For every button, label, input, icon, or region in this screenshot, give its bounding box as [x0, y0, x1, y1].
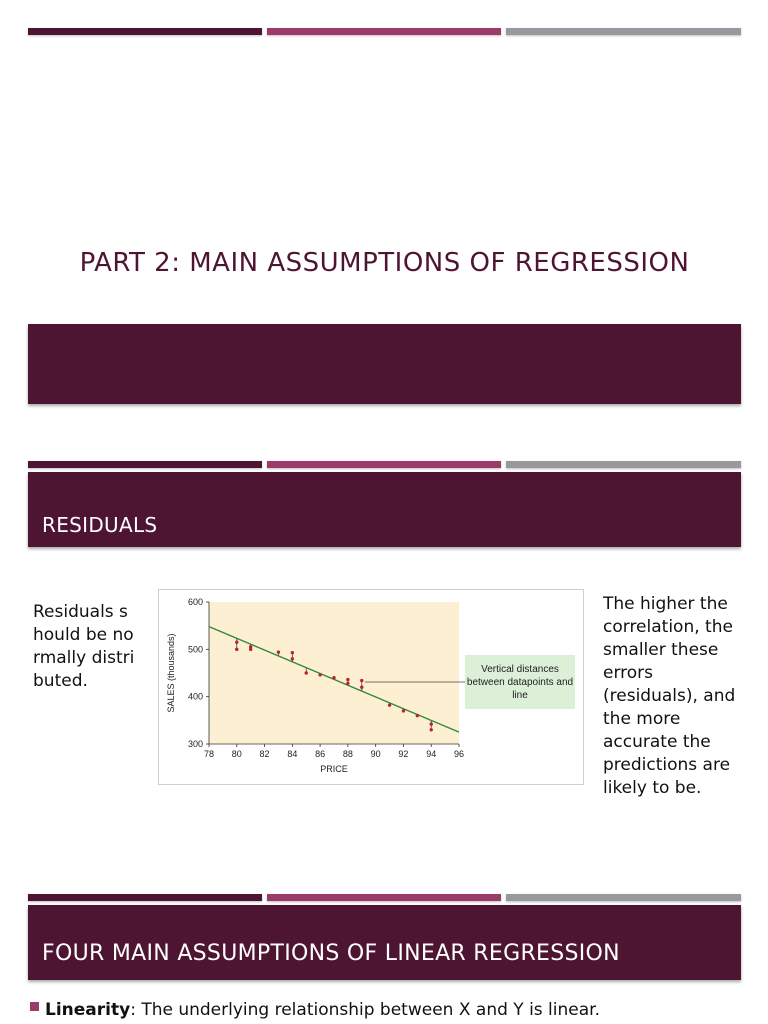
x-tick-label: 96 — [453, 749, 465, 759]
data-point — [416, 714, 419, 717]
data-point — [430, 722, 433, 725]
data-point — [291, 651, 294, 654]
x-tick-label: 82 — [259, 749, 270, 759]
data-point — [388, 703, 391, 706]
data-point — [277, 650, 280, 653]
data-point — [235, 641, 238, 644]
assumptions-title: FOUR MAIN ASSUMPTIONS OF LINEAR REGRESSION — [42, 941, 620, 966]
data-point — [332, 676, 335, 679]
data-point — [360, 679, 363, 682]
data-point — [346, 678, 349, 681]
accent-segment-gray — [506, 28, 741, 35]
residuals-header — [28, 472, 741, 547]
data-point — [318, 673, 321, 676]
x-tick-label: 84 — [287, 749, 298, 759]
residuals-chart — [158, 589, 584, 785]
y-tick-label: 400 — [187, 691, 203, 702]
accent-segment-pink — [267, 894, 501, 901]
accent-bar-top — [28, 28, 741, 36]
accent-segment-dark — [28, 894, 262, 901]
data-point — [291, 657, 294, 660]
accent-segment-dark — [28, 28, 262, 35]
accent-segment-dark — [28, 461, 262, 468]
bullet-linearity — [30, 1000, 760, 1020]
residuals-left-text: Residuals should be normally distributed. — [33, 602, 135, 691]
assumptions-header — [28, 905, 741, 980]
data-point — [305, 671, 308, 674]
title-band — [28, 324, 741, 404]
bullet-term: Linearity — [45, 1000, 131, 1020]
residuals-right-text: The higher the correlation, the smaller these errors (residuals), and the more accurate the predictions are likely to be. — [603, 594, 736, 798]
accent-segment-pink — [267, 461, 501, 468]
residuals-title: RESIDUALS — [42, 513, 158, 537]
y-tick-label: 600 — [187, 597, 203, 607]
accent-segment-pink — [267, 28, 501, 35]
x-tick-label: 78 — [203, 749, 215, 759]
accent-bar-assumptions — [28, 894, 741, 902]
x-tick-label: 80 — [231, 749, 242, 759]
x-axis-label: PRICE — [320, 764, 348, 774]
data-point — [402, 709, 405, 712]
accent-segment-gray — [506, 461, 741, 468]
x-tick-label: 88 — [342, 749, 353, 759]
data-point — [235, 648, 238, 651]
data-point — [346, 682, 349, 685]
x-tick-label: 94 — [426, 749, 437, 759]
plot-background — [209, 602, 459, 744]
data-point — [430, 728, 433, 731]
y-tick-label: 300 — [187, 739, 203, 749]
bullet-text: : The underlying relationship between X and Y is linear. — [130, 1000, 600, 1020]
x-tick-label: 86 — [315, 749, 326, 759]
accent-bar-residuals — [28, 461, 741, 469]
x-tick-label: 92 — [398, 749, 409, 759]
bullet-square-icon — [30, 1002, 39, 1011]
data-point — [360, 686, 363, 689]
accent-segment-gray — [506, 894, 741, 901]
y-axis-label: SALES (thousands) — [166, 633, 176, 713]
x-tick-label: 90 — [370, 749, 381, 759]
callout-box: Vertical distances between datapoints and line — [465, 655, 575, 709]
data-point — [249, 648, 252, 651]
slide-title: PART 2: MAIN ASSUMPTIONS OF REGRESSION — [79, 248, 690, 278]
y-tick-label: 500 — [187, 644, 203, 655]
